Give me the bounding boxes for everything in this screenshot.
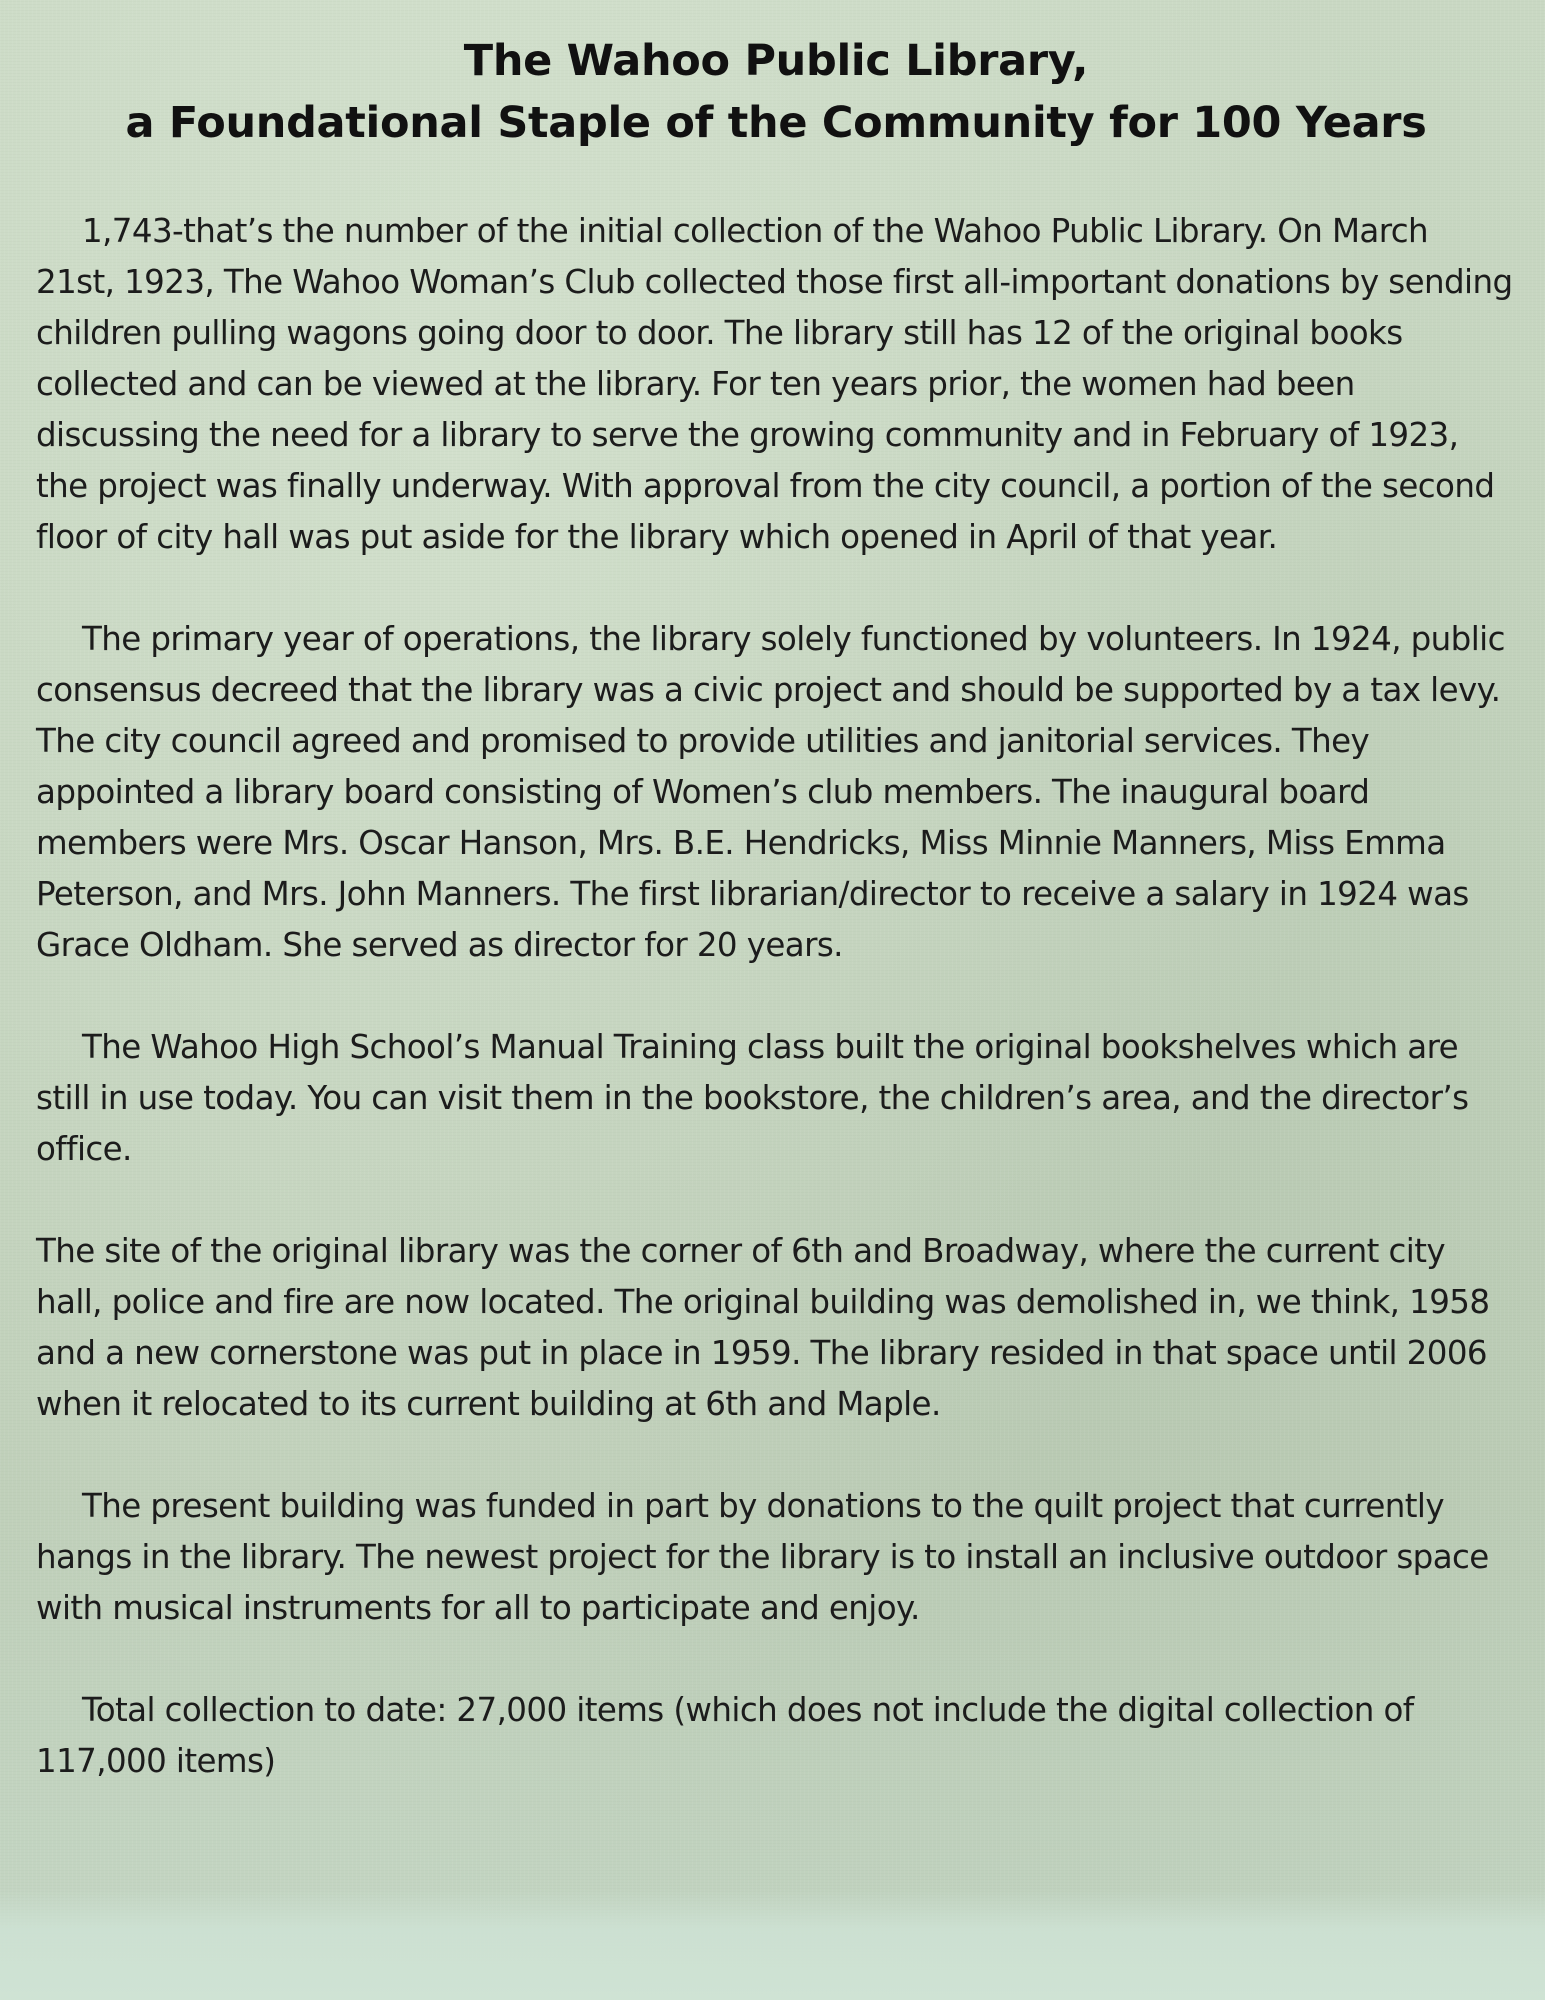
paragraph-total-collection: Total collection to date: 27,000 items (which does not include the digital collection of 117,000 items) — [36, 1691, 1414, 1780]
paragraph-initial-collection: 1,743-that’s the number of the initial collection of the Wahoo Public Library. On March 21st, 1923, The Wahoo Woman’s Club collected those first all-important donations by sending children pulling wagons going door to door. The library still has 12 of the original books collected and can be viewed at the library. For ten years prior, the women had been discussing the need for a library to serve the growing community and in February of 1923, the project was finally underway. With approval from the city council, a portion of the second floor of city hall was put aside for the library which opened in April of that year. — [36, 212, 1513, 556]
paragraph-original-site: The site of the original library was the corner of 6th and Broadway, where the current city hall, police and fire are now located. The original building was demolished in, we think, 1958 and a new cornerstone was put in place in 1959. The library resided in that space until 2006 when it relocated to its current building at 6th and Maple. — [36, 1232, 1490, 1423]
title-line-1: The Wahoo Public Library, — [463, 36, 1089, 86]
paper-texture-bottom — [0, 1890, 1545, 2000]
page-title — [36, 30, 1516, 154]
paragraph-bookshelves: The Wahoo High School’s Manual Training class built the original bookshelves which are still in use today. You can visit them in the bookstore, the children’s area, and the director’s office. — [36, 1028, 1469, 1168]
title-line-2: a Foundational Staple of the Community for 100 Years — [125, 98, 1427, 148]
paragraph-present-building: The present building was funded in part by donations to the quilt project that currently hangs in the library. The newest project for the library is to install an inclusive outdoor space with musical instruments for all to participate and enjoy. — [36, 1487, 1489, 1627]
article-body — [36, 206, 1516, 1787]
paragraph-first-year-operations: The primary year of operations, the library solely functioned by volunteers. In 1924, public consensus decreed that the library was a civic project and should be supported by a tax levy. The city council agreed and promised to provide utilities and janitorial services. They appointed a library board consisting of Women’s club members. The inaugural board members were Mrs. Oscar Hanson, Mrs. B.E. Hendricks, Miss Minnie Manners, Miss Emma Peterson, and Mrs. John Manners. The first librarian/director to receive a salary in 1924 was Grace Oldham. She served as director for 20 years. — [36, 620, 1505, 964]
document-page — [36, 30, 1516, 1787]
